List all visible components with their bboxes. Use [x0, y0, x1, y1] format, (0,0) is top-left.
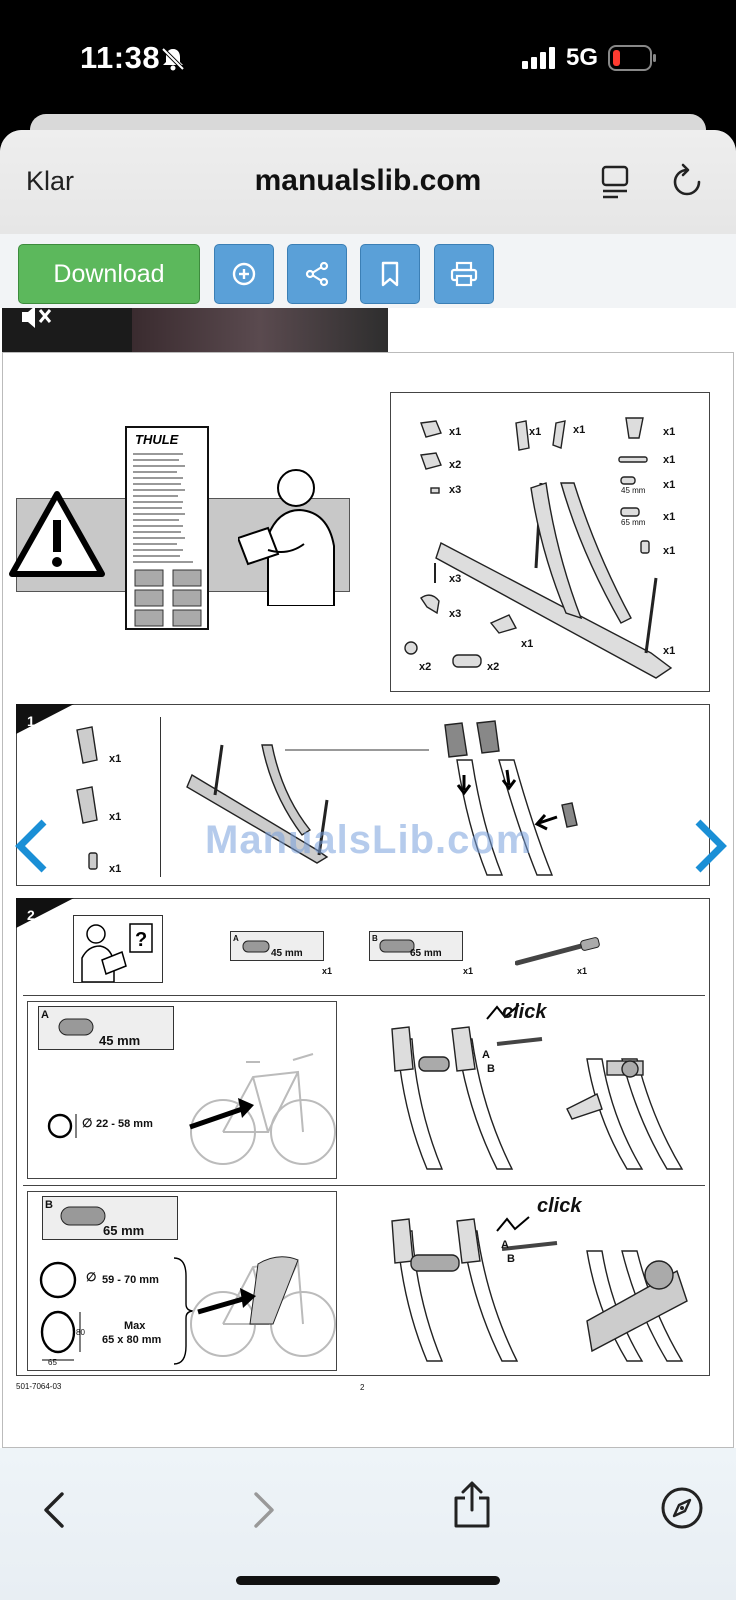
booklet-brand: THULE	[135, 432, 179, 447]
tube-diameter-icon	[46, 1110, 82, 1142]
print-button[interactable]	[434, 244, 494, 304]
bell-slash-icon	[160, 46, 186, 72]
booklet-thumbnails	[133, 568, 205, 628]
share-icon	[304, 261, 330, 287]
share-button[interactable]	[287, 244, 347, 304]
doc-code: 501-7064-03	[16, 1382, 62, 1391]
qty-label: x1	[463, 966, 474, 976]
bike-frame-illustration	[188, 1022, 338, 1172]
divider	[23, 995, 705, 996]
qty-label: x1	[663, 645, 676, 657]
battery-icon	[608, 45, 658, 71]
qty-label: x1	[663, 454, 676, 466]
option-letter: A	[41, 1009, 49, 1021]
qty-label: x3	[449, 608, 462, 620]
parts-list-panel	[390, 392, 710, 692]
qty-label: x1	[322, 966, 333, 976]
option-a-frame	[27, 1001, 337, 1179]
bike-frame-illustration	[188, 1212, 338, 1362]
max-size-label: 65 x 80 mm	[102, 1334, 162, 1346]
click-label: click	[537, 1195, 582, 1217]
previous-page-icon[interactable]	[12, 818, 52, 874]
option-letter: B	[487, 1063, 495, 1075]
spacer-icon	[241, 936, 273, 956]
print-icon	[450, 261, 478, 287]
qty-label: x2	[449, 459, 462, 471]
spacer-b-label	[42, 1196, 178, 1240]
reader-icon[interactable]	[600, 164, 632, 200]
watermark: ManualsLib.com	[205, 818, 533, 862]
length-label: 45 mm	[271, 948, 303, 959]
nav-bar	[0, 130, 736, 234]
length-label: 65 mm	[103, 1223, 145, 1238]
diameter-symbol: ∅	[82, 1116, 93, 1130]
spacer-b-box	[369, 931, 463, 961]
qty-label: x1	[109, 753, 122, 765]
option-letter: B	[507, 1253, 515, 1265]
dimension-label: 80	[76, 1328, 85, 1337]
option-letter: B	[45, 1199, 53, 1211]
video-frame	[132, 308, 388, 352]
zoom-in-icon	[231, 261, 257, 287]
qty-label: x1	[109, 811, 122, 823]
warning-triangle-icon	[8, 490, 106, 578]
bookmark-icon	[379, 261, 401, 287]
done-button[interactable]: Klar	[26, 166, 75, 196]
diameter-range: 22 - 58 mm	[96, 1118, 153, 1130]
svg-text:?: ?	[135, 929, 148, 951]
status-bar	[0, 0, 736, 118]
spacer-a-box	[230, 931, 324, 961]
step-corner	[16, 898, 74, 928]
qty-label: x1	[663, 511, 676, 523]
mute-icon[interactable]	[20, 308, 54, 332]
manualslib-toolbar	[0, 234, 736, 308]
qty-label: x1	[449, 426, 462, 438]
compass-icon[interactable]	[660, 1486, 704, 1530]
qty-label: x1	[573, 424, 586, 436]
qty-label: x1	[577, 966, 588, 976]
length-label: 65 mm	[410, 948, 442, 959]
video-ad[interactable]	[2, 308, 388, 352]
next-page-icon[interactable]	[690, 818, 730, 874]
reload-icon[interactable]	[670, 162, 704, 200]
spacer-icon	[57, 1011, 97, 1043]
read-manual-box	[73, 915, 163, 983]
qty-label: x3	[449, 484, 462, 496]
share-icon[interactable]	[452, 1480, 492, 1530]
option-letter: A	[501, 1239, 509, 1251]
status-time: 11:38	[80, 40, 161, 75]
page-number: 2	[360, 1383, 365, 1392]
tube-size-icons	[38, 1260, 88, 1366]
qty-label: x3	[449, 573, 462, 585]
length-label: 45 mm	[99, 1033, 141, 1048]
bookmark-button[interactable]	[360, 244, 420, 304]
home-indicator	[236, 1576, 500, 1585]
person-reading-illustration	[238, 466, 348, 606]
qty-label: x1	[521, 638, 534, 650]
divider	[23, 1185, 705, 1186]
back-icon[interactable]	[40, 1490, 68, 1530]
browser-sheet	[0, 130, 736, 1600]
option-letter: A	[233, 934, 239, 943]
spacer-icon	[59, 1199, 109, 1233]
option-b-assembly-illustration	[347, 1191, 707, 1371]
page-title: manualslib.com	[254, 164, 482, 197]
qty-label: x2	[487, 661, 500, 673]
forward-icon[interactable]	[250, 1490, 278, 1530]
length-label: 45 mm	[621, 486, 646, 495]
instruction-booklet	[125, 426, 209, 630]
option-a-assembly-illustration	[347, 999, 707, 1179]
status-right	[522, 44, 658, 72]
bolt-icon	[515, 937, 605, 967]
booklet-text-lines	[133, 450, 205, 570]
download-button[interactable]: Download	[18, 244, 200, 304]
qty-label: x1	[663, 479, 676, 491]
step-number: 2	[27, 907, 35, 923]
diameter-range: 59 - 70 mm	[102, 1274, 159, 1286]
diameter-symbol: ∅	[86, 1270, 97, 1284]
network-type: 5G	[565, 44, 598, 71]
safety-illustration	[8, 426, 358, 636]
manual-page	[0, 308, 736, 1448]
max-label: Max	[124, 1320, 146, 1332]
qty-label: x1	[663, 545, 676, 557]
step-2-panel	[16, 898, 710, 1376]
step-number: 1	[27, 713, 35, 729]
qty-label: x1	[529, 426, 542, 438]
qty-label: x1	[663, 426, 676, 438]
qty-label: x2	[419, 661, 432, 673]
person-question-icon	[74, 916, 162, 982]
click-label: click	[502, 1001, 547, 1023]
option-b-frame	[27, 1191, 337, 1371]
qty-label: x1	[109, 863, 122, 875]
option-letter: B	[372, 934, 378, 943]
spacer-a-label	[38, 1006, 174, 1050]
dimension-label: 65	[48, 1358, 57, 1367]
signal-icon	[522, 47, 556, 69]
zoom-in-button[interactable]	[214, 244, 274, 304]
option-letter: A	[482, 1049, 490, 1061]
length-label: 65 mm	[621, 518, 646, 527]
